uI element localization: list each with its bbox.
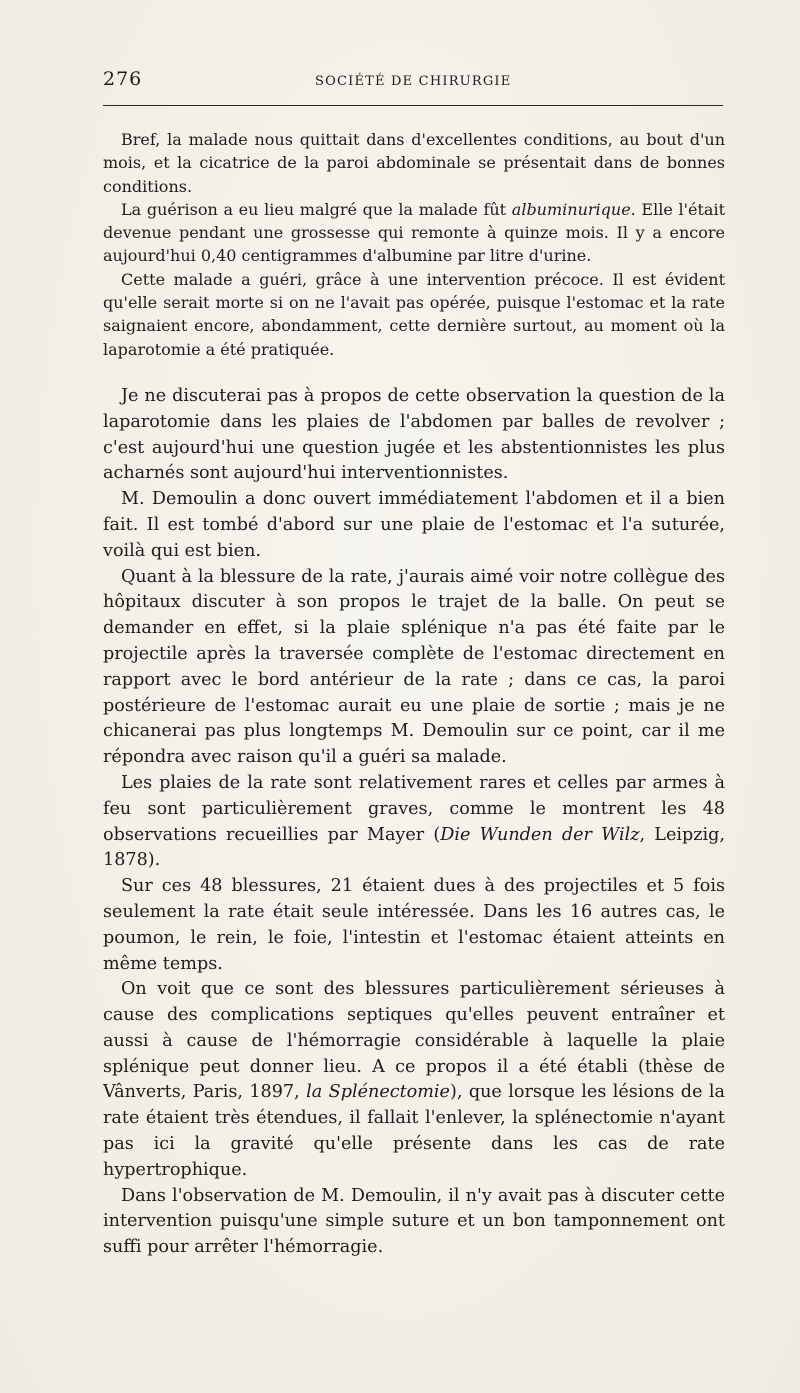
italic-title: la Splénectomie [306,1082,450,1103]
section-main-text [103,384,725,1261]
paragraph [103,771,725,874]
paragraph: M. Demoulin a donc ouvert immédiatement l'abdomen et il a bien fait. Il est tombé d'abord sur une plaie de l'estomac et l'a suturée, voilà qui est bien. [103,489,725,561]
text-run: ), que lorsque les lésions de la rate étaient très étendues, il fallait l'enlever, la splénectomie n'ayant pas ici la gravité qu'elle présente dans les cas de rate hypertrophique. [103,1082,725,1180]
italic-term: albuminurique [511,199,631,219]
paragraph: Bref, la malade nous quittait dans d'excellentes conditions, au bout d'un mois, et la cicatrice de la paroi abdominale se présentait dans de bonnes conditions. [103,130,725,196]
paragraph: Je ne discuterai pas à propos de cette observation la question de la laparotomie dans les plaies de l'abdomen par balles de revolver ; c'est aujourd'hui une question jugée et les abstentionnistes les plus acharnés sont aujourd'hui interventionnistes. [103,385,725,484]
paragraph [103,198,725,268]
header-rule [103,105,723,106]
body-text [103,128,725,1261]
paragraph: Quant à la blessure de la rate, j'aurais aimé voir notre collègue des hôpitaux discuter à son propos le trajet de la balle. On peut se demander en effet, si la plaie splénique n'a pas été faite par le projectile après la traversée complète de l'estomac directement en rapport avec le bord antérieur de la rate ; dans ce cas, la paroi postérieure de l'estomac aurait eu une plaie de sortie ; mais je ne chicanerai pas plus longtemps M. Demoulin sur ce point, car il me répondra avec raison qu'il a guéri sa malade. [103,566,725,768]
text-run: . Elle l'était devenue pendant une grossesse qui remonte à quinze mois. Il y a encore aujourd'hui 0,40 centigrammes d'albumine par litre d'urine. [103,199,725,266]
text-run: On voit que ce sont des blessures particulièrement sérieuses à cause des complications septiques qu'elles peuvent entraîner et aussi à cause de l'hémorragie considérable à laquelle la plaie splénique peut donner lieu. A ce propos il a été établi (thèse de Vânverts, Paris, 1897, [103,979,725,1103]
page-number: 276 [103,68,143,90]
text-run: La guérison a eu lieu malgré que la malade fût [121,199,512,219]
text-run: Les plaies de la rate sont relativement rares et celles par armes à feu sont particulièrement graves, comme le montrent les 48 observations recueillies par Mayer ( [103,772,725,845]
page-header [103,68,723,100]
running-head: SOCIÉTÉ DE CHIRURGIE [315,74,512,89]
text-run: , Leipzig, 1878). [103,824,726,871]
paragraph [103,977,725,1183]
section-small-print [103,128,725,361]
paragraph: Dans l'observation de M. Demoulin, il n'y avait pas à discuter cette intervention puisqu'une simple suture et un bon tamponnement ont suffi pour arrêter l'hémorragie. [103,1185,725,1258]
paragraph: Sur ces 48 blessures, 21 étaient dues à des projectiles et 5 fois seulement la rate était seule intéressée. Dans les 16 autres cas, le poumon, le rein, le foie, l'intestin et l'estomac étaient atteints en même temps. [103,876,725,974]
italic-title: Die Wunden der Wilz [440,824,640,845]
paragraph: Cette malade a guéri, grâce à une intervention précoce. Il est évident qu'elle serait morte si on ne l'avait pas opérée, puisque l'estomac et la rate saignaient encore, abondamment, cette dernière surtout, au moment où la laparotomie a été pratiquée. [103,269,725,359]
